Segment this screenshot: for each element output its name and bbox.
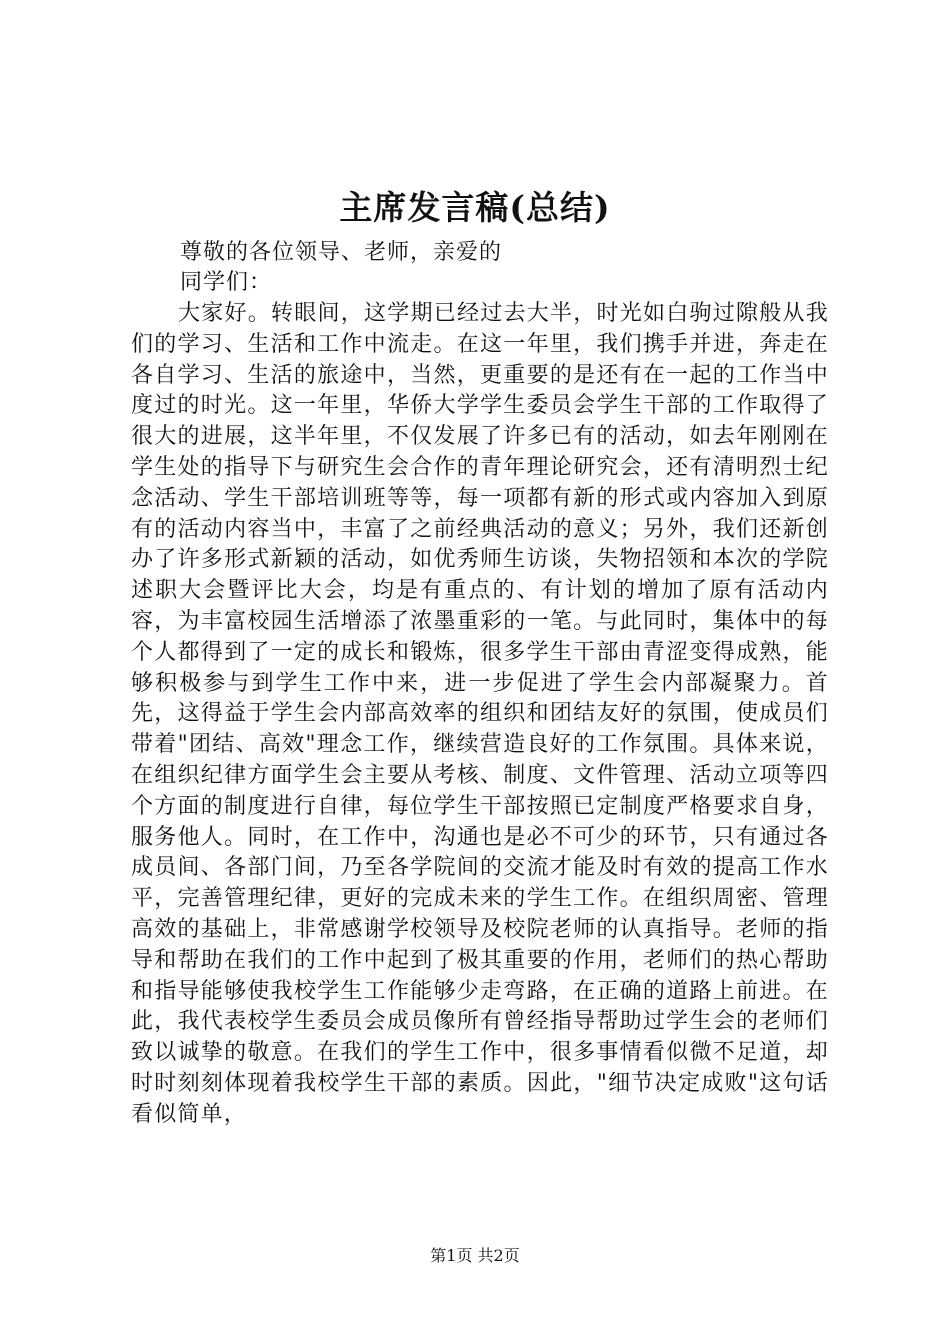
page-footer: 第1页 共2页 <box>430 1246 520 1265</box>
document-title: 主席发言稿(总结) <box>339 188 611 227</box>
body-paragraph: 大家好。转眼间，这学期已经过去大半，时光如白驹过隙般从我们的学习、生活和工作中流走。在这一年里，我们携手并进，奔走在各自学习、生活的旅途中，当然，更重要的是还有在一起的工作当中度过的时光。这一年里，华侨大学学生委员会学生干部的工作取得了很大的进展，这半年里，不仅发展了许多已有的活动，如去年刚刚在学生处的指导下与研究生会合作的青年理论研究会，还有清明烈士纪念活动、学生干部培训班等等，每一项都有新的形式或内容加入到原有的活动内容当中，丰富了之前经典活动的意义；另外，我们还新创办了许多形式新颖的活动，如优秀师生访谈，失物招领和本次的学院述职大会暨评比大会，均是有重点的、有计划的增加了原有活动内容，为丰富校园生活增添了浓墨重彩的一笔。与此同时，集体中的每个人都得到了一定的成长和锻炼，很多学生干部由青涩变得成熟，能够积极参与到学生工作中来，进一步促进了学生会内部凝聚力。首先，这得益于学生会内部高效率的组织和团结友好的氛围，使成员们带着"团结、高效"理念工作，继续营造良好的工作氛围。具体来说，在组织纪律方面学生会主要从考核、制度、文件管理、活动立项等四个方面的制度进行自律，每位学生干部按照已定制度严格要求自身，服务他人。同时，在工作中，沟通也是必不可少的环节，只有通过各成员间、各部门间，乃至各学院间的交流才能及时有效的提高工作水平，完善管理纪律，更好的完成未来的学生工作。在组织周密、管理高效的基础上，非常感谢学校领导及校院老师的认真指导。老师的指导和帮助在我们的工作中起到了极其重要的作用，老师们的热心帮助和指导能够使我校学生工作能够少走弯路，在正确的道路上前进。在此，我代表校学生委员会成员像所有曾经指导帮助过学生会的老师们致以诚挚的敬意。在我们的学生工作中，很多事情看似微不足道，却时时刻刻体现着我校学生干部的素质。因此，"细节决定成败"这句话看似简单， <box>131 301 829 1127</box>
salutation-line-2: 同学们： <box>180 270 273 295</box>
salutation-line-1: 尊敬的各位领导、老师，亲爱的 <box>180 240 503 265</box>
